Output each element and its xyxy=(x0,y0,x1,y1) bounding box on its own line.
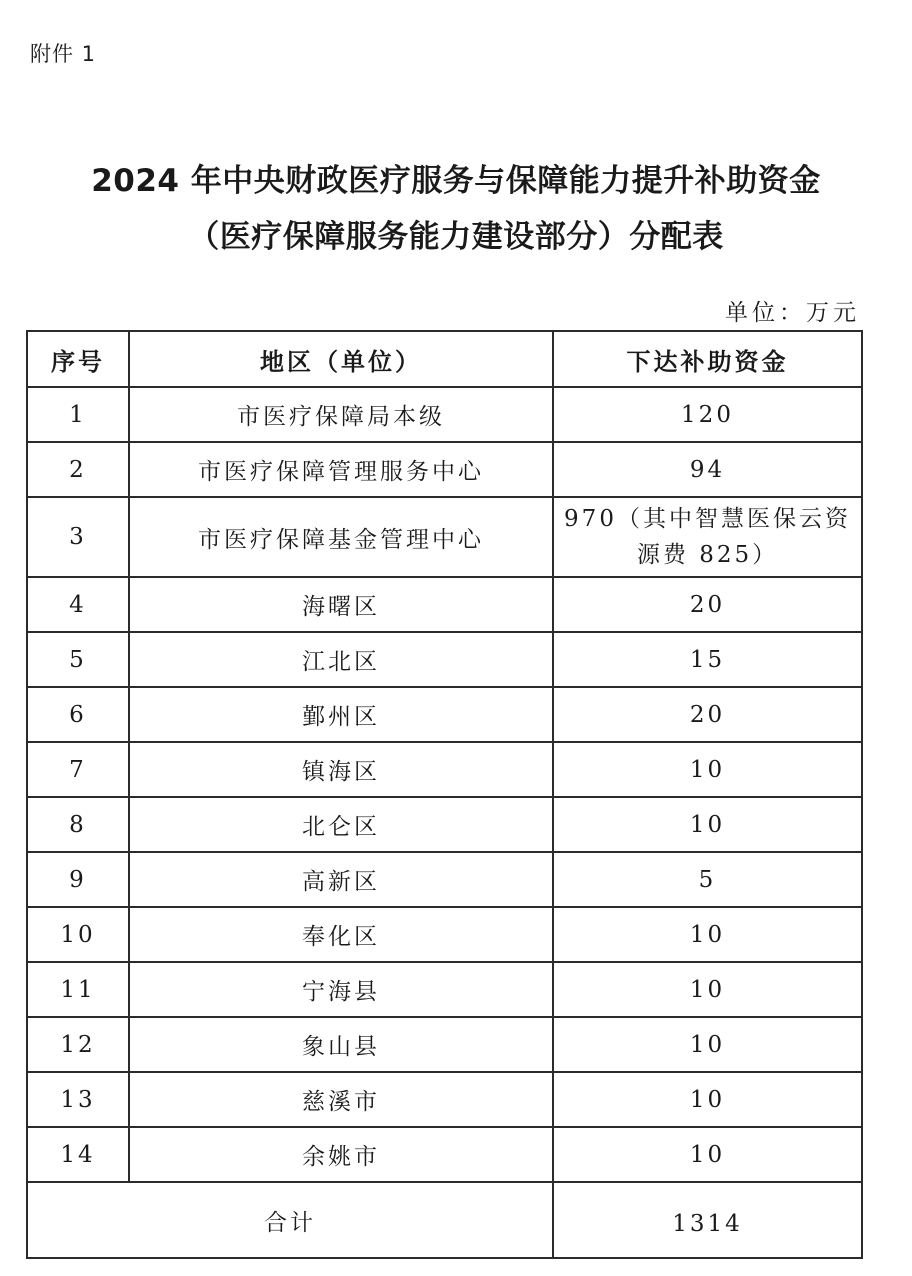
table-row xyxy=(27,1017,862,1072)
total-amount: 1314 xyxy=(553,1182,862,1258)
cell-amount: 10 xyxy=(553,797,862,852)
cell-region: 余姚市 xyxy=(129,1127,553,1182)
cell-serial-number: 11 xyxy=(27,962,129,1017)
cell-region: 海曙区 xyxy=(129,577,553,632)
table-row xyxy=(27,742,862,797)
cell-region: 宁海县 xyxy=(129,962,553,1017)
table-row xyxy=(27,577,862,632)
cell-region: 市医疗保障基金管理中心 xyxy=(129,497,553,577)
cell-amount: 10 xyxy=(553,742,862,797)
cell-serial-number: 6 xyxy=(27,687,129,742)
allocation-table xyxy=(26,330,863,1259)
unit-note: 单位：万元 xyxy=(725,300,860,326)
cell-serial-number: 7 xyxy=(27,742,129,797)
total-label: 合计 xyxy=(27,1182,553,1258)
cell-serial-number: 4 xyxy=(27,577,129,632)
cell-amount: 970（其中智慧医保云资源费 825） xyxy=(553,497,862,577)
cell-serial-number: 2 xyxy=(27,442,129,497)
cell-amount: 20 xyxy=(553,577,862,632)
cell-amount: 10 xyxy=(553,1072,862,1127)
document-title-line-1: 2024 年中央财政医疗服务与保障能力提升补助资金 xyxy=(91,163,821,199)
table-row xyxy=(27,497,862,577)
header-region: 地区（单位） xyxy=(129,331,553,387)
header-subsidy-amount: 下达补助资金 xyxy=(553,331,862,387)
table-row xyxy=(27,1072,862,1127)
cell-region: 江北区 xyxy=(129,632,553,687)
cell-region: 鄞州区 xyxy=(129,687,553,742)
total-row xyxy=(27,1182,862,1258)
cell-region: 象山县 xyxy=(129,1017,553,1072)
cell-serial-number: 12 xyxy=(27,1017,129,1072)
cell-amount: 10 xyxy=(553,1127,862,1182)
cell-amount: 15 xyxy=(553,632,862,687)
table-header-row xyxy=(27,331,862,387)
cell-region: 市医疗保障局本级 xyxy=(129,387,553,442)
attachment-label: 附件 1 xyxy=(30,42,97,66)
table-row xyxy=(27,797,862,852)
table-row xyxy=(27,852,862,907)
table-row xyxy=(27,1127,862,1182)
table-row xyxy=(27,962,862,1017)
cell-serial-number: 14 xyxy=(27,1127,129,1182)
cell-serial-number: 1 xyxy=(27,387,129,442)
cell-amount: 10 xyxy=(553,907,862,962)
cell-region: 北仑区 xyxy=(129,797,553,852)
cell-amount: 5 xyxy=(553,852,862,907)
cell-region: 高新区 xyxy=(129,852,553,907)
cell-region: 奉化区 xyxy=(129,907,553,962)
cell-amount: 94 xyxy=(553,442,862,497)
cell-serial-number: 3 xyxy=(27,497,129,577)
cell-amount: 10 xyxy=(553,962,862,1017)
document-title-line-2: （医疗保障服务能力建设部分）分配表 xyxy=(188,219,724,255)
cell-region: 市医疗保障管理服务中心 xyxy=(129,442,553,497)
table-row xyxy=(27,387,862,442)
cell-serial-number: 13 xyxy=(27,1072,129,1127)
table-row xyxy=(27,687,862,742)
cell-region: 镇海区 xyxy=(129,742,553,797)
cell-amount: 120 xyxy=(553,387,862,442)
table-row xyxy=(27,907,862,962)
cell-serial-number: 8 xyxy=(27,797,129,852)
cell-serial-number: 5 xyxy=(27,632,129,687)
table-row xyxy=(27,632,862,687)
cell-region: 慈溪市 xyxy=(129,1072,553,1127)
cell-amount: 20 xyxy=(553,687,862,742)
cell-serial-number: 9 xyxy=(27,852,129,907)
table-row xyxy=(27,442,862,497)
header-serial-number: 序号 xyxy=(27,331,129,387)
cell-amount: 10 xyxy=(553,1017,862,1072)
cell-serial-number: 10 xyxy=(27,907,129,962)
